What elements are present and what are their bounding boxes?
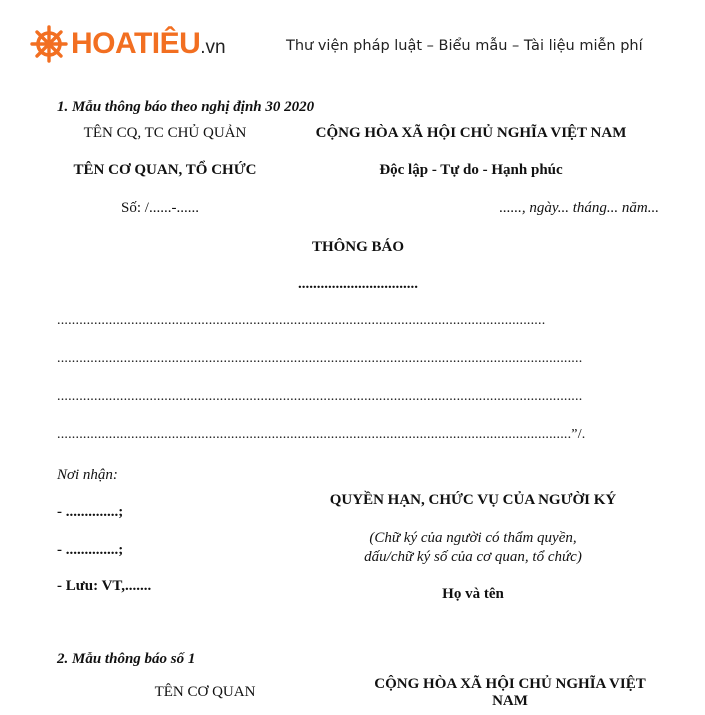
signer-position: QUYỀN HẠN, CHỨC VỤ CỦA NGƯỜI KÝ (329, 492, 617, 508)
agency-name: TÊN CƠ QUAN, TỔ CHỨC (73, 162, 257, 178)
body-line: .................................................................................................................................... (57, 313, 546, 328)
brand-suffix: .vn (200, 37, 226, 58)
ship-wheel-icon (30, 25, 68, 68)
document-subtitle: ................................ (298, 276, 418, 292)
parent-agency-name: TÊN CQ, TC CHỦ QUẢN (83, 125, 247, 141)
body-line: ...........................................................................................................................................”/. (57, 427, 586, 442)
document-title: THÔNG BÁO (311, 239, 405, 255)
body-line: .............................................................................................................................................. (57, 351, 583, 366)
agency-name-2: TÊN CƠ QUAN (154, 684, 256, 700)
national-title: CỘNG HÒA XÃ HỘI CHỦ NGHĨA VIỆT NAM (315, 125, 627, 141)
signer-note: dấu/chữ ký số của cơ quan, tổ chức) (364, 549, 582, 565)
brand-name: HOATIÊU.vn (71, 27, 226, 60)
national-title-2-cont: NAM (492, 693, 528, 709)
section-heading-2: 2. Mẫu thông báo số 1 (57, 651, 196, 667)
national-title-2: CỘNG HÒA XÃ HỘI CHỦ NGHĨA VIỆT (374, 676, 646, 692)
document-number: Số: /......-...... (121, 200, 199, 216)
body-line: .............................................................................................................................................. (57, 389, 583, 404)
recipient-item: - ..............; (57, 542, 124, 558)
site-logo[interactable] (30, 26, 226, 66)
place-date: ......, ngày... tháng... năm... (499, 200, 659, 216)
recipient-item: - ..............; (57, 504, 124, 520)
signer-name: Họ và tên (442, 586, 504, 602)
section-heading-1: 1. Mẫu thông báo theo nghị định 30 2020 (57, 99, 315, 115)
recipients-label: Nơi nhận: (57, 467, 118, 483)
signer-note: (Chữ ký của người có thẩm quyền, (369, 530, 577, 546)
national-motto: Độc lập - Tự do - Hạnh phúc (379, 162, 563, 178)
recipient-item: - Lưu: VT,....... (57, 578, 152, 594)
site-tagline: Thư viện pháp luật – Biểu mẫu – Tài liệu miễn phí (286, 38, 643, 54)
